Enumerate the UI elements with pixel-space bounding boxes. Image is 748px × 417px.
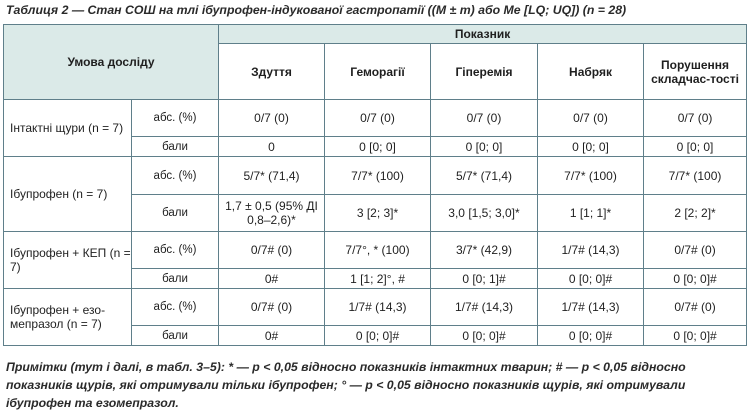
table-cell: 0/7# (0) [219,232,325,269]
table-cell: 0 [0; 0] [538,137,644,157]
group-label: Ібупрофен + КЕП (n = 7) [4,232,132,289]
unit-cell: абс. (%) [132,289,219,326]
table-cell: 0/7 (0) [325,100,431,137]
table-cell: 0 [0; 0]# [325,326,431,346]
table-cell: 7/7* (100) [325,157,431,195]
group-label: Інтактні щури (n = 7) [4,100,132,157]
table-cell: 0 [0; 0]# [431,326,538,346]
table-notes [6,358,746,412]
note-line: ібупрофен та езомепразол. [6,396,179,410]
table-cell: 0 [0; 0]# [538,269,644,289]
header-col-hemorrhage: Геморагії [325,44,431,100]
table-row [4,157,747,195]
header-col-hyperemia: Гіперемія [431,44,538,100]
unit-cell: абс. (%) [132,232,219,269]
unit-cell: абс. (%) [132,157,219,195]
group-label: Ібупрофен (n = 7) [4,157,132,232]
table-cell: 1,7 ± 0,5 (95% ДІ 0,8–2,6)* [219,195,325,232]
header-col-edema: Набряк [538,44,644,100]
table-cell: 7/7°, * (100) [325,232,431,269]
table-cell: 0 [219,137,325,157]
table-cell: 2 [2; 2]* [644,195,747,232]
table-cell: 7/7* (100) [644,157,747,195]
table-cell: 1/7# (14,3) [538,232,644,269]
table-cell: 3 [2; 3]* [325,195,431,232]
unit-cell: абс. (%) [132,100,219,137]
table-cell: 0 [0; 0] [431,137,538,157]
header-col-bloating: Здуття [219,44,325,100]
table-cell: 0# [219,326,325,346]
table-cell: 1/7# (14,3) [538,289,644,326]
table-cell: 5/7* (71,4) [219,157,325,195]
table-cell: 0/7# (0) [219,289,325,326]
group-label: Ібупрофен + езо-мепразол (n = 7) [4,289,132,346]
table-cell: 0/7 (0) [538,100,644,137]
table-cell: 5/7* (71,4) [431,157,538,195]
unit-cell: бали [132,137,219,157]
table-caption: Таблиця 2 — Стан СОШ на тлі ібупрофен-індукованої гастропатії ((M ± m) або Me [LQ; UQ]) (n = 28) [6,3,627,17]
header-indicator: Показник [219,25,747,44]
table-cell: 0/7# (0) [644,289,747,326]
table-cell: 1 [1; 1]* [538,195,644,232]
table-cell: 0 [0; 0]# [644,326,747,346]
table-row [4,289,747,326]
table-cell: 0 [0; 0] [644,137,747,157]
table-cell: 3,0 [1,5; 3,0]* [431,195,538,232]
unit-cell: бали [132,326,219,346]
table-cell: 3/7* (42,9) [431,232,538,269]
table-cell: 0/7 (0) [644,100,747,137]
table-cell: 0/7# (0) [644,232,747,269]
table-cell: 0 [0; 0]# [538,326,644,346]
table-cell: 1 [1; 2]°, # [325,269,431,289]
note-line: показників щурів, які отримували тільки ібупрофен; ° — p < 0,05 відносно показників щурів, які отримували [6,378,686,392]
table-cell: 0/7 (0) [219,100,325,137]
results-table [3,24,747,346]
table-cell: 0# [219,269,325,289]
header-col-folding: Порушення складчас-тості [644,44,747,100]
note-line: Примітки (тут і далі, в табл. 3–5): * — p < 0,05 відносно показників інтактних тварин; # — p < 0,05 відносно [6,360,686,374]
table-row [4,100,747,137]
table-row [4,232,747,269]
unit-cell: бали [132,269,219,289]
table-cell: 1/7# (14,3) [431,289,538,326]
table-cell: 0 [0; 0]# [644,269,747,289]
table-cell: 0 [0; 0] [325,137,431,157]
unit-cell: бали [132,195,219,232]
table-cell: 7/7* (100) [538,157,644,195]
header-condition: Умова досліду [4,25,219,100]
table-cell: 1/7# (14,3) [325,289,431,326]
table-cell: 0/7 (0) [431,100,538,137]
table-cell: 0 [0; 1]# [431,269,538,289]
